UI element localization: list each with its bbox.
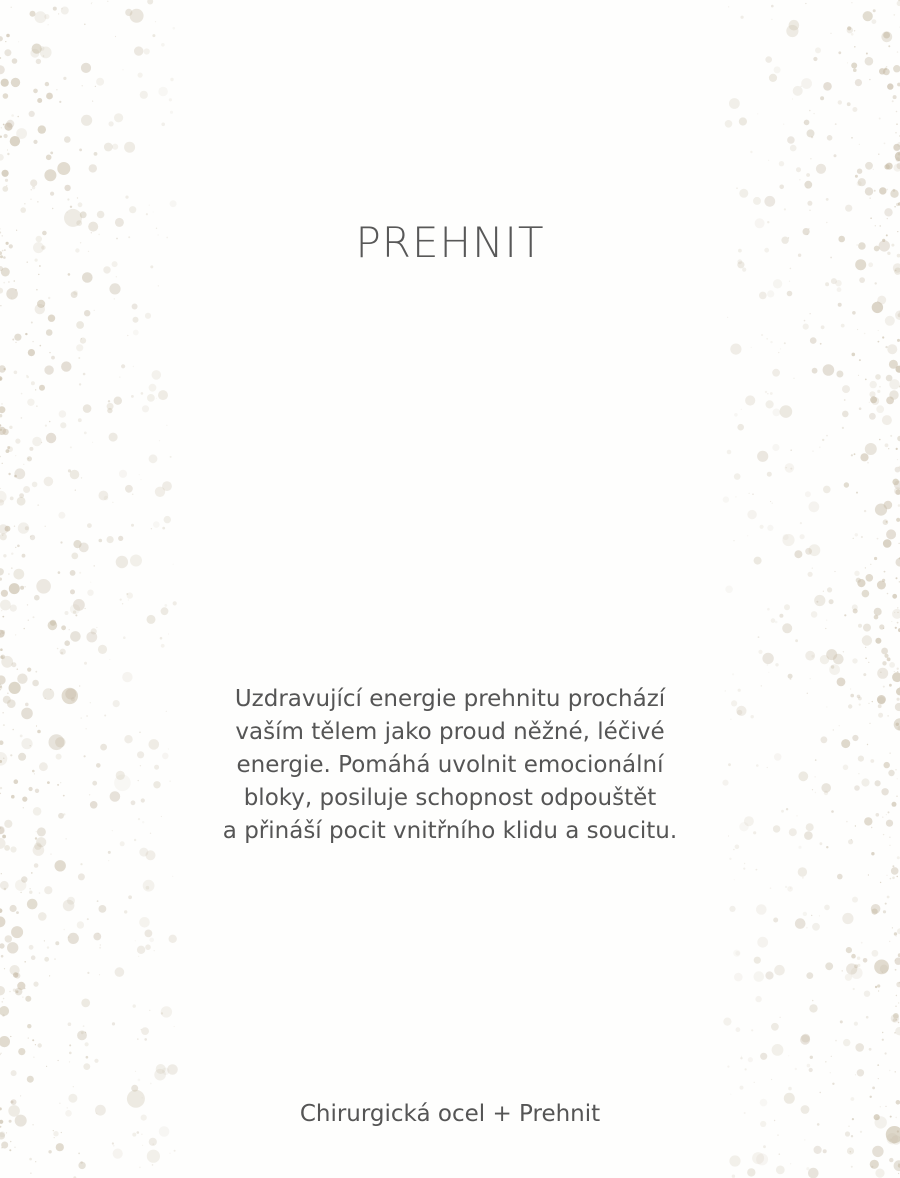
- product-title: PREHNIT: [355, 218, 545, 267]
- description-line: energie. Pomáhá uvolnit emocionální: [236, 752, 664, 778]
- description-line: a přináší pocit vnitřního klidu a soucitu.: [222, 818, 678, 844]
- material-caption: Chirurgická ocel + Prehnit: [299, 1101, 601, 1127]
- description-line: vaším tělem jako proud něžné, léčivé: [235, 719, 665, 745]
- product-description: [0, 683, 900, 848]
- description-line: Uzdravující energie prehnitu prochází: [234, 686, 666, 712]
- description-line: bloky, posiluje schopnost odpouštět: [243, 785, 657, 811]
